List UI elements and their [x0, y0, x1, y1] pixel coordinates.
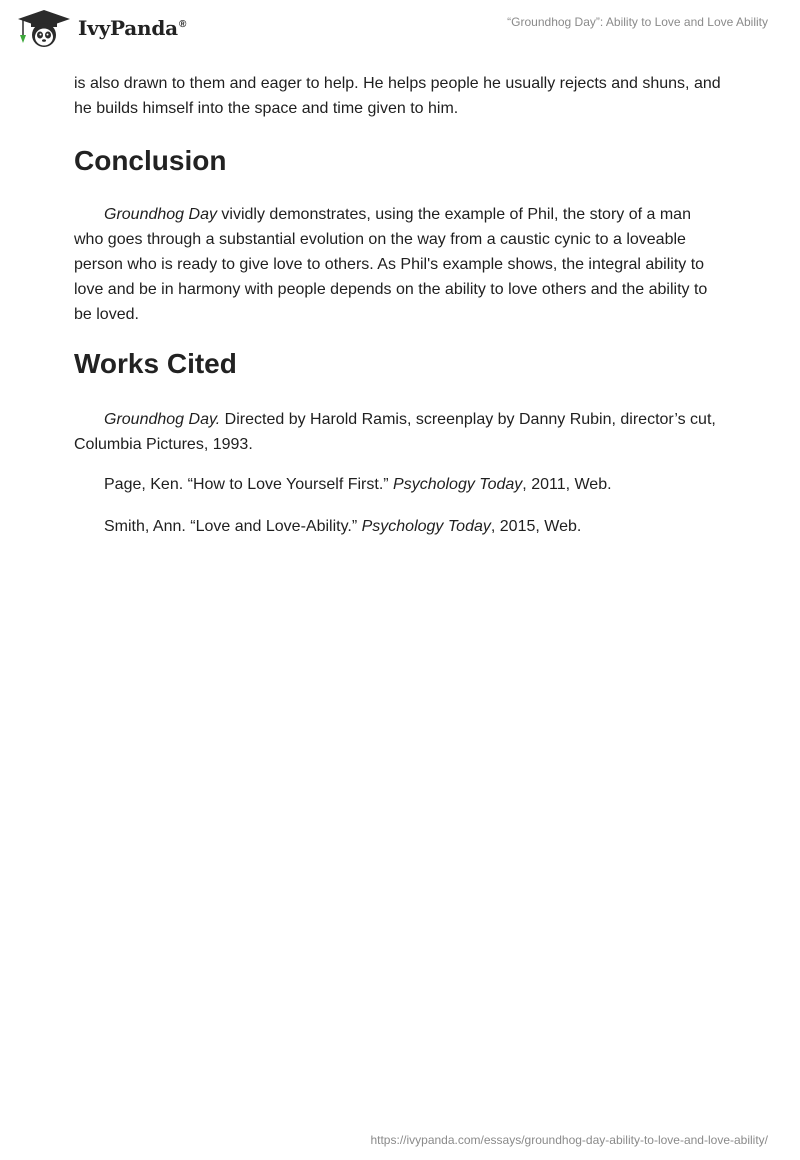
- source-url-link[interactable]: https://ivypanda.com/essays/groundhog-day-ability-to-love-and-love-ability/: [370, 1133, 768, 1147]
- document-title: “Groundhog Day”: Ability to Love and Love Ability: [507, 15, 768, 29]
- panda-graduate-icon: [14, 8, 74, 48]
- citation-item: [74, 407, 724, 457]
- page-header: [0, 0, 800, 70]
- film-title: Groundhog Day: [104, 206, 217, 223]
- citation-rest: , 2011, Web.: [522, 476, 612, 493]
- brand-name: IvyPanda®: [78, 16, 187, 40]
- works-cited-heading: Works Cited: [74, 348, 237, 379]
- ivypanda-logo[interactable]: [14, 8, 186, 48]
- citation-rest: , 2015, Web.: [490, 518, 582, 535]
- essay-content: [74, 70, 724, 539]
- conclusion-paragraph: [74, 202, 724, 327]
- citation-journal: Psychology Today: [361, 518, 491, 535]
- conclusion-text: vividly demonstrates, using the example of Phil, the story of a man who goes through a substantial evolution on the way from a caustic cynic to a loveable person who is ready to give love to others. As Phil's example shows, the integral ability to love and be in harmony with people depends on the ability to love others and the ability to be loved.: [74, 206, 708, 323]
- citation-lead: Page, Ken. “How to Love Yourself First.”: [104, 476, 394, 493]
- citation-rest: Directed by Harold Ramis, screenplay by Danny Rubin, director’s cut, Columbia Pictures, 1993.: [74, 411, 716, 453]
- citation-item: [74, 514, 724, 539]
- registered-mark: ®: [178, 19, 187, 31]
- citation-item: [74, 472, 724, 497]
- citation-lead: Smith, Ann. “Love and Love-Ability.”: [104, 518, 362, 535]
- citation-title: Groundhog Day.: [104, 411, 221, 428]
- conclusion-heading: Conclusion: [74, 145, 227, 176]
- citation-journal: Psychology Today: [393, 476, 523, 493]
- continuation-paragraph: is also drawn to them and eager to help. He helps people he usually rejects and shuns, and he builds himself into the space and time given to him.: [74, 75, 721, 117]
